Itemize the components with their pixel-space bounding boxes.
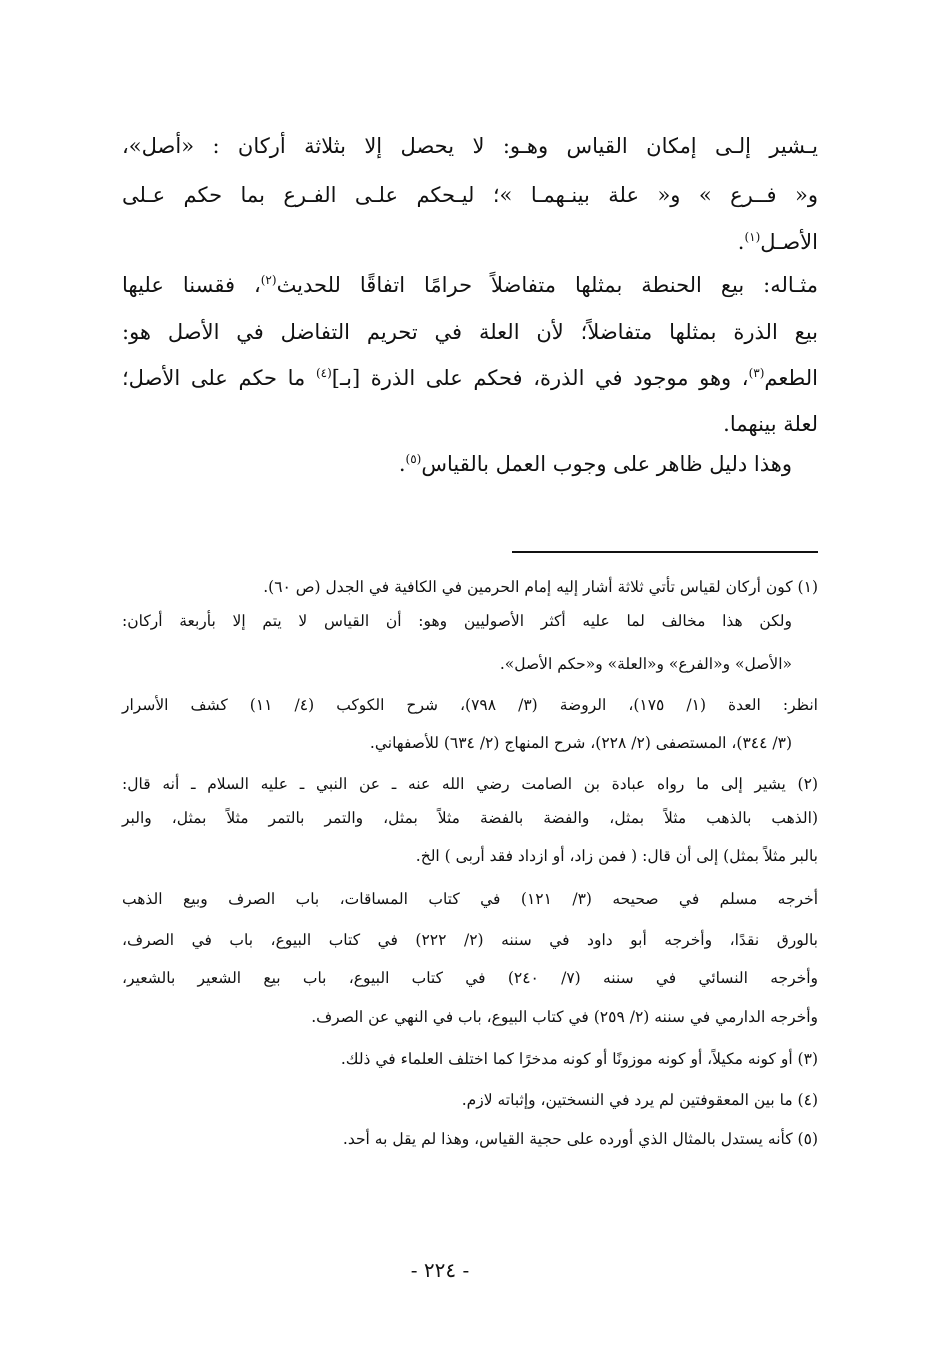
footnote-5: (٥) كأنه يستدل بالمثال الذي أورده على حجية القياس، وهذا لم يقل به أحد. bbox=[342, 1130, 818, 1148]
body-p2-line-1-a: مثـاله: بيع الحنطة بمثلها متفاضلاً حرامًا اتفاقًا للحديث bbox=[276, 273, 818, 297]
page-number: - ٢٢٤ - bbox=[410, 1258, 470, 1282]
body-p1-line-3-text: الأصـل bbox=[760, 230, 818, 254]
footnote-2-line-5: بالورق نقدًا، وأخرجه أبو داود في سننه (٢/ ٢٢٢) في كتاب البيوع، باب في الصرف، bbox=[122, 931, 818, 949]
body-p3-end: . bbox=[398, 452, 406, 476]
body-p2-line-3-c: ما حكم على الأصل؛ bbox=[122, 366, 316, 390]
footnote-ref-3[interactable]: (٣) bbox=[748, 366, 765, 380]
body-p1-line-1: يـشير إلـى إمكان القياس وهـو: لا يحصل إلا بثلاثة أركان : «أصل»، bbox=[122, 134, 818, 158]
footnote-1-line-3: «الأصل» و«الفرع» و«العلة» و«حكم الأصل». bbox=[499, 655, 792, 673]
footnote-4: (٤) ما بين المعقوفتين لم يرد في النسختين، وإثباته لازم. bbox=[461, 1091, 818, 1109]
footnote-ref-4[interactable]: (٤) bbox=[315, 366, 332, 380]
footnote-ref-1[interactable]: (١) bbox=[744, 230, 761, 244]
footnote-3: (٣) أو كونه مكيلاً، أو كونه موزونًا أو كونه مدخرًا كما اختلف العلماء في ذلك. bbox=[340, 1050, 818, 1068]
body-p1-line-3-end: . bbox=[737, 230, 745, 254]
footnote-2-line-7: وأخرجه الدارمي في سننه (٢/ ٢٥٩) في كتاب البيوع، باب في النهي عن الصرف. bbox=[311, 1008, 818, 1026]
body-p1-line-2: و« فــرع » و« علة بينـهمـا »؛ ليـحكم علـى الفـرع بما حكم عـلى bbox=[122, 183, 818, 207]
footnote-separator bbox=[512, 551, 818, 553]
body-p2-line-3-b: ، وهو موجود في الذرة، فحكم على الذرة [بـ] bbox=[331, 366, 749, 390]
footnote-ref-5[interactable]: (٥) bbox=[405, 452, 422, 466]
footnote-1-line-4: انظر: العدة (١/ ١٧٥)، الروضة (٣/ ٧٩٨)، شرح الكوكب (٤/ ١١) كشف الأسرار bbox=[122, 696, 818, 714]
footnote-ref-2[interactable]: (٢) bbox=[260, 273, 277, 287]
body-p2-line-2: بيع الذرة بمثلها متفاضلاً؛ لأن العلة في تحريم التفاضل في الأصل هو: bbox=[122, 320, 818, 344]
footnote-2-line-2: (الذهب بالذهب مثلاً بمثل، والفضة بالفضة مثلاً بمثل، والتمر بالتمر مثلاً بمثل، والبر bbox=[122, 809, 818, 827]
body-p3-text: وهذا دليل ظاهر على وجوب العمل بالقياس bbox=[421, 452, 792, 476]
body-p2-line-4: لعلة بينهما. bbox=[723, 412, 818, 436]
body-p2-line-1-b: ، فقسنا عليها bbox=[122, 273, 261, 297]
footnote-2-line-3: بالبر مثلاً بمثل) إلى أن قال: ( فمن زاد، أو ازداد فقد أربى ) الخ. bbox=[415, 847, 818, 865]
body-p3-line-1 bbox=[122, 436, 792, 492]
footnote-1-line-5: (٣/ ٣٤٤)، المستصفى (٢/ ٢٢٨)، شرح المنهاج (٢/ ٦٣٤) للأصفهاني. bbox=[369, 734, 792, 752]
footnote-2-line-4: أخرجه مسلم في صحيحه (٣/ ١٢١) في كتاب المساقات، باب الصرف وبيع الذهب bbox=[122, 890, 818, 908]
footnote-2-line-1: (٢) يشير إلى ما رواه عبادة بن الصامت رضي الله عنه ـ عن النبي ـ عليه السلام ـ أنه قال: bbox=[122, 775, 818, 793]
body-p2-line-3-a: الطعم bbox=[764, 366, 818, 390]
footnote-1-line-1: (١) كون أركان لقياس تأتي ثلاثة أشار إليه إمام الحرمين في الكافية في الجدل (ص ٦٠). bbox=[263, 578, 818, 596]
footnote-1-line-2: ولكن هذا مخالف لما عليه أكثر الأصوليين وهو: أن القياس لا يتم إلا بأربعة أركان: bbox=[122, 612, 792, 630]
footnote-2-line-6: وأخرجه النسائي في سننه (٧/ ٢٤٠) في كتاب البيوع، باب بيع الشعير بالشعير، bbox=[122, 969, 819, 987]
